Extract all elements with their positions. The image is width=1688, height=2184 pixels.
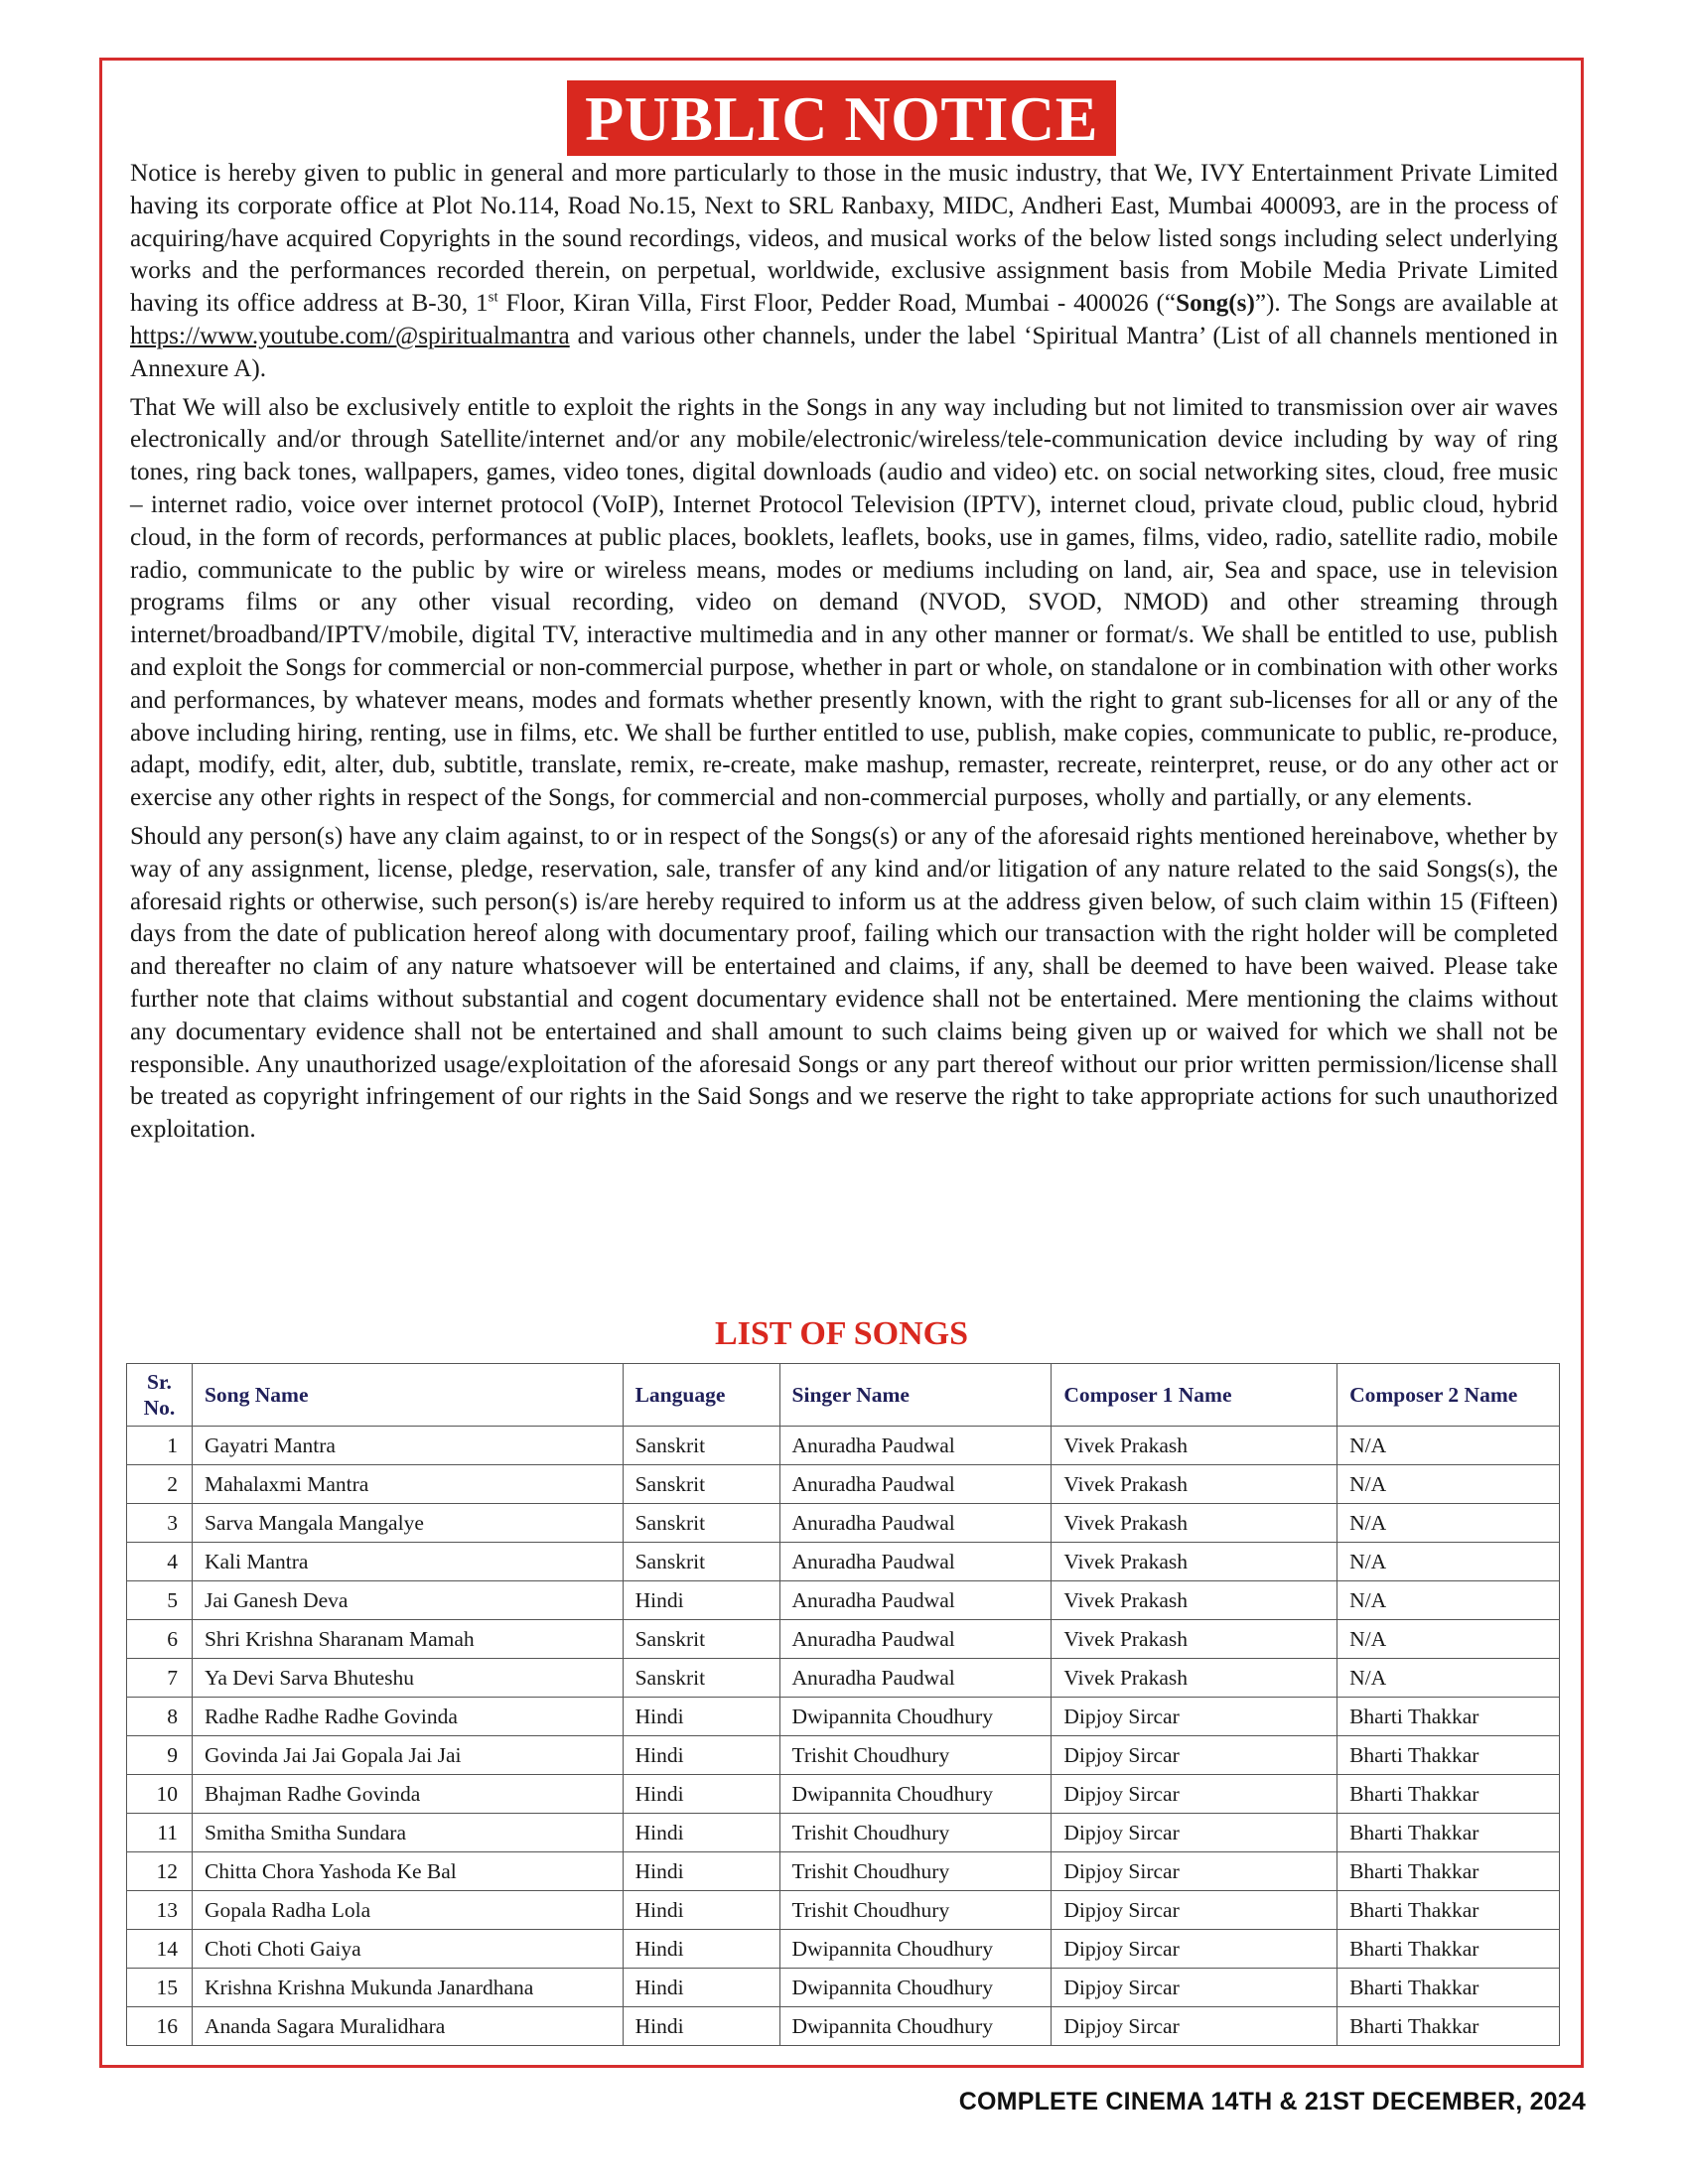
table-row: [127, 1465, 1560, 1504]
cell-language: Hindi: [623, 1814, 779, 1852]
header-sr-no: Sr. No.: [127, 1364, 193, 1427]
header-composer-1: Composer 1 Name: [1052, 1364, 1337, 1427]
cell-composer-2: N/A: [1337, 1620, 1560, 1659]
cell-composer-2: Bharti Thakkar: [1337, 1775, 1560, 1814]
cell-singer: Anuradha Paudwal: [779, 1581, 1052, 1620]
cell-composer-2: Bharti Thakkar: [1337, 1852, 1560, 1891]
cell-composer-2: N/A: [1337, 1427, 1560, 1465]
table-row: [127, 1620, 1560, 1659]
cell-composer-1: Vivek Prakash: [1052, 1581, 1337, 1620]
cell-composer-2: N/A: [1337, 1659, 1560, 1698]
cell-sr-no: 16: [127, 2007, 193, 2046]
youtube-link[interactable]: https://www.youtube.com/@spiritualmantra: [130, 322, 570, 349]
cell-song-name: Gayatri Mantra: [192, 1427, 623, 1465]
cell-song-name: Kali Mantra: [192, 1543, 623, 1581]
cell-language: Hindi: [623, 1891, 779, 1930]
cell-language: Hindi: [623, 1698, 779, 1736]
paragraph-3: Should any person(s) have any claim against, to or in respect of the Songs(s) or any of the aforesaid rights mentioned hereinabove, whether by way of any assignment, license, pledge, reservation, sale, transfer of any kind and/or litigation of any nature related to the said Songs(s), the aforesaid rights or otherwise, such person(s) is/are hereby required to inform us at the address given below, of such claim within 15 (Fifteen) days from the date of publication hereof along with documentary proof, failing which our transaction with the right holder will be completed and thereafter no claim of any nature whatsoever will be entertained and claims, if any, shall be deemed to have been waived. Please take further note that claims without substantial and cogent documentary evidence shall not be entertained. Mere mentioning the claims without any documentary evidence shall not be entertained and shall amount to such claims being given up or waived for which we shall not be responsible. Any unauthorized usage/exploitation of the aforesaid Songs or any part thereof without our prior written permission/license shall be treated as copyright infringement of our rights in the Said Songs and we reserve the right to take appropriate actions for such unauthorized exploitation.: [130, 822, 1558, 1144]
cell-song-name: Jai Ganesh Deva: [192, 1581, 623, 1620]
cell-sr-no: 13: [127, 1891, 193, 1930]
cell-singer: Trishit Choudhury: [779, 1852, 1052, 1891]
cell-language: Hindi: [623, 1736, 779, 1775]
cell-composer-1: Vivek Prakash: [1052, 1427, 1337, 1465]
cell-sr-no: 15: [127, 1969, 193, 2007]
cell-composer-1: Dipjoy Sircar: [1052, 1930, 1337, 1969]
cell-composer-2: N/A: [1337, 1543, 1560, 1581]
header-song-name: Song Name: [192, 1364, 623, 1427]
cell-singer: Dwipannita Choudhury: [779, 2007, 1052, 2046]
cell-sr-no: 14: [127, 1930, 193, 1969]
header-composer-2: Composer 2 Name: [1337, 1364, 1560, 1427]
cell-singer: Anuradha Paudwal: [779, 1659, 1052, 1698]
paragraph-1: [130, 158, 1558, 386]
p1-text-b: Floor, Kiran Villa, First Floor, Pedder Road, Mumbai - 400026 (“: [497, 290, 1177, 318]
cell-song-name: Choti Choti Gaiya: [192, 1930, 623, 1969]
header-singer-name: Singer Name: [779, 1364, 1052, 1427]
cell-composer-2: N/A: [1337, 1504, 1560, 1543]
cell-song-name: Mahalaxmi Mantra: [192, 1465, 623, 1504]
table-row: [127, 1427, 1560, 1465]
cell-composer-1: Dipjoy Sircar: [1052, 1698, 1337, 1736]
cell-singer: Anuradha Paudwal: [779, 1465, 1052, 1504]
cell-composer-1: Vivek Prakash: [1052, 1659, 1337, 1698]
table-row: [127, 1659, 1560, 1698]
cell-composer-2: Bharti Thakkar: [1337, 1891, 1560, 1930]
cell-sr-no: 6: [127, 1620, 193, 1659]
cell-singer: Anuradha Paudwal: [779, 1543, 1052, 1581]
cell-song-name: Ya Devi Sarva Bhuteshu: [192, 1659, 623, 1698]
cell-composer-1: Dipjoy Sircar: [1052, 2007, 1337, 2046]
cell-composer-2: Bharti Thakkar: [1337, 2007, 1560, 2046]
cell-sr-no: 5: [127, 1581, 193, 1620]
cell-composer-2: N/A: [1337, 1581, 1560, 1620]
cell-composer-1: Dipjoy Sircar: [1052, 1969, 1337, 2007]
notice-body: [130, 158, 1558, 1153]
cell-language: Sanskrit: [623, 1543, 779, 1581]
table-body: [127, 1427, 1560, 2046]
cell-composer-1: Dipjoy Sircar: [1052, 1891, 1337, 1930]
title-wrap: [102, 80, 1581, 156]
cell-song-name: Smitha Smitha Sundara: [192, 1814, 623, 1852]
cell-composer-1: Vivek Prakash: [1052, 1543, 1337, 1581]
cell-composer-1: Dipjoy Sircar: [1052, 1775, 1337, 1814]
p1-bold-term: Song(s): [1176, 290, 1255, 318]
cell-composer-2: Bharti Thakkar: [1337, 1814, 1560, 1852]
cell-singer: Anuradha Paudwal: [779, 1620, 1052, 1659]
notice-frame: [99, 58, 1584, 2068]
cell-song-name: Krishna Krishna Mukunda Janardhana: [192, 1969, 623, 2007]
paragraph-2: That We will also be exclusively entitle to exploit the rights in the Songs in any way including but not limited to transmission over air waves electronically and/or through Satellite/internet and/or any mobile/electronic/wireless/tele-communication device including by way of ring tones, ring back tones, wallpapers, games, video tones, digital downloads (audio and video) etc. on social networking sites, cloud, free music – internet radio, voice over internet protocol (VoIP), Internet Protocol Television (IPTV), internet cloud, private cloud, public cloud, hybrid cloud, in the form of records, performances at public places, booklets, leaflets, books, use in games, films, video, radio, satellite radio, mobile radio, communicate to the public by wire or wireless means, modes or mediums including on land, air, Sea and space, use in television programs films or any other visual recording, video on demand (NVOD, SVOD, NMOD) and other streaming through internet/broadband/IPTV/mobile, digital TV, interactive multimedia and in any other manner or format/s. We shall be entitled to use, publish and exploit the Songs for commercial or non-commercial purpose, whether in part or whole, on standalone or in combination with other works and performances, by whatever means, modes and formats whether presently known, with the right to grant sub-licenses for all or any of the above including hiring, renting, use in films, etc. We shall be further entitled to use, publish, make copies, communicate to public, re-produce, adapt, modify, edit, alter, dub, subtitle, translate, remix, re-create, make mashup, remaster, recreate, reinterpret, reuse, or do any other act or exercise any other rights in respect of the Songs, for commercial and non-commercial purposes, wholly and partially, or any elements.: [130, 393, 1558, 812]
cell-song-name: Shri Krishna Sharanam Mamah: [192, 1620, 623, 1659]
cell-sr-no: 10: [127, 1775, 193, 1814]
cell-singer: Dwipannita Choudhury: [779, 1930, 1052, 1969]
cell-composer-2: Bharti Thakkar: [1337, 1736, 1560, 1775]
cell-language: Sanskrit: [623, 1427, 779, 1465]
cell-singer: Trishit Choudhury: [779, 1891, 1052, 1930]
cell-sr-no: 9: [127, 1736, 193, 1775]
cell-sr-no: 12: [127, 1852, 193, 1891]
cell-language: Sanskrit: [623, 1465, 779, 1504]
cell-composer-1: Dipjoy Sircar: [1052, 1852, 1337, 1891]
cell-sr-no: 7: [127, 1659, 193, 1698]
table-row: [127, 1581, 1560, 1620]
cell-composer-1: Dipjoy Sircar: [1052, 1814, 1337, 1852]
table-header-row: [127, 1364, 1560, 1427]
cell-singer: Dwipannita Choudhury: [779, 1969, 1052, 2007]
cell-composer-2: Bharti Thakkar: [1337, 1698, 1560, 1736]
cell-language: Hindi: [623, 1969, 779, 2007]
cell-language: Sanskrit: [623, 1659, 779, 1698]
cell-sr-no: 8: [127, 1698, 193, 1736]
cell-composer-1: Vivek Prakash: [1052, 1504, 1337, 1543]
cell-song-name: Chitta Chora Yashoda Ke Bal: [192, 1852, 623, 1891]
cell-singer: Anuradha Paudwal: [779, 1504, 1052, 1543]
publication-footer: COMPLETE CINEMA 14TH & 21ST DECEMBER, 2024: [958, 2088, 1586, 2116]
cell-singer: Anuradha Paudwal: [779, 1427, 1052, 1465]
cell-composer-2: N/A: [1337, 1465, 1560, 1504]
table-row: [127, 1736, 1560, 1775]
cell-singer: Dwipannita Choudhury: [779, 1698, 1052, 1736]
table-row: [127, 1930, 1560, 1969]
table-row: [127, 1891, 1560, 1930]
songs-table: [126, 1363, 1560, 2046]
p1-superscript: st: [488, 289, 498, 306]
cell-sr-no: 4: [127, 1543, 193, 1581]
cell-composer-2: Bharti Thakkar: [1337, 1930, 1560, 1969]
table-row: [127, 1698, 1560, 1736]
table-row: [127, 1814, 1560, 1852]
table-row: [127, 1775, 1560, 1814]
list-title: LIST OF SONGS: [714, 1315, 969, 1352]
cell-song-name: Govinda Jai Jai Gopala Jai Jai: [192, 1736, 623, 1775]
cell-singer: Trishit Choudhury: [779, 1814, 1052, 1852]
p1-text-c: ”). The Songs are available at: [1254, 290, 1558, 318]
cell-language: Hindi: [623, 1852, 779, 1891]
cell-composer-1: Vivek Prakash: [1052, 1465, 1337, 1504]
cell-song-name: Ananda Sagara Muralidhara: [192, 2007, 623, 2046]
notice-title: PUBLIC NOTICE: [567, 80, 1116, 156]
p1-text-a: Notice is hereby given to public in general and more particularly to those in the music industry, that We, IVY Entertainment Private Limited having its corporate office at Plot No.114, Road No.15, Next to SRL Ranbaxy, MIDC, Andheri East, Mumbai 400093, are in the process of acquiring/have acquired Copyrights in the sound recordings, videos, and musical works of the below listed songs including select underlying works and the performances recorded therein, on perpetual, worldwide, exclusive assignment basis from Mobile Media Private Limited having its office address at B-30, 1: [130, 160, 1558, 318]
table-row: [127, 1504, 1560, 1543]
cell-composer-1: Vivek Prakash: [1052, 1620, 1337, 1659]
table-row: [127, 2007, 1560, 2046]
cell-language: Sanskrit: [623, 1620, 779, 1659]
table-row: [127, 1852, 1560, 1891]
cell-sr-no: 3: [127, 1504, 193, 1543]
header-language: Language: [623, 1364, 779, 1427]
cell-song-name: Gopala Radha Lola: [192, 1891, 623, 1930]
cell-composer-1: Dipjoy Sircar: [1052, 1736, 1337, 1775]
cell-language: Hindi: [623, 1581, 779, 1620]
cell-song-name: Radhe Radhe Radhe Govinda: [192, 1698, 623, 1736]
cell-sr-no: 2: [127, 1465, 193, 1504]
cell-singer: Trishit Choudhury: [779, 1736, 1052, 1775]
cell-language: Sanskrit: [623, 1504, 779, 1543]
cell-song-name: Sarva Mangala Mangalye: [192, 1504, 623, 1543]
cell-language: Hindi: [623, 2007, 779, 2046]
cell-song-name: Bhajman Radhe Govinda: [192, 1775, 623, 1814]
cell-singer: Dwipannita Choudhury: [779, 1775, 1052, 1814]
cell-sr-no: 1: [127, 1427, 193, 1465]
cell-composer-2: Bharti Thakkar: [1337, 1969, 1560, 2007]
cell-language: Hindi: [623, 1930, 779, 1969]
cell-sr-no: 11: [127, 1814, 193, 1852]
table-row: [127, 1969, 1560, 2007]
p1-text-d: and various other channels, under the label ‘Spiritual Mantra’ (List of all channels mentioned in Annexure A).: [130, 322, 1558, 382]
cell-language: Hindi: [623, 1775, 779, 1814]
table-row: [127, 1543, 1560, 1581]
